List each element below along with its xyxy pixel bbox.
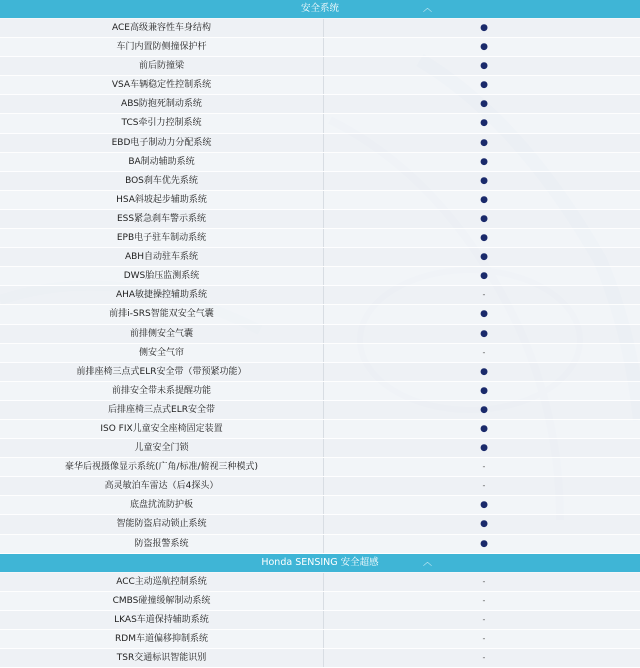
table-row: [0, 477, 640, 496]
chevron-up-icon[interactable]: ︿: [423, 557, 433, 568]
not-available-dash: -: [482, 595, 486, 605]
feature-value-cell: [324, 325, 640, 343]
feature-name: RDM车道偏移抑制系统: [0, 630, 324, 648]
table-row: [0, 535, 640, 554]
feature-value-cell: [324, 248, 640, 266]
feature-value-cell: [324, 286, 640, 304]
chevron-up-icon[interactable]: ︿: [423, 4, 433, 14]
not-available-dash: -: [482, 653, 486, 662]
standard-dot-icon: ●: [480, 404, 488, 415]
feature-value-cell: [324, 191, 640, 209]
table-row: [0, 191, 640, 210]
feature-name: AHA敏捷操控辅助系统: [0, 286, 324, 304]
feature-name: BA制动辅助系统: [0, 153, 324, 171]
table-row: [0, 267, 640, 286]
standard-dot-icon: ●: [480, 61, 488, 72]
table-row: [0, 172, 640, 191]
feature-name: ESS紧急刹车警示系统: [0, 210, 324, 228]
table-row: [0, 286, 640, 305]
standard-dot-icon: ●: [480, 99, 488, 110]
feature-name: ACC主动巡航控制系统: [0, 573, 324, 591]
feature-value-cell: [324, 401, 640, 419]
table-row: [0, 210, 640, 229]
feature-name: BOS刹车优先系统: [0, 172, 324, 190]
not-available-dash: -: [482, 462, 486, 472]
standard-dot-icon: ●: [480, 538, 488, 549]
feature-name: VSA车辆稳定性控制系统: [0, 76, 324, 94]
feature-name: 前排i-SRS智能双安全气囊: [0, 305, 324, 323]
feature-value-cell: [324, 153, 640, 171]
feature-name: TSR交通标识智能识别: [0, 649, 324, 667]
table-row: [0, 630, 640, 649]
standard-dot-icon: ●: [480, 175, 488, 186]
table-row: [0, 95, 640, 114]
feature-name: 侧安全气帘: [0, 344, 324, 362]
standard-dot-icon: ●: [480, 23, 488, 33]
table-row: [0, 573, 640, 592]
section-title: Honda SENSING 安全超感: [261, 556, 379, 568]
feature-name: 高灵敏泊车雷达（后4探头）: [0, 477, 324, 495]
feature-value-cell: [324, 305, 640, 323]
feature-name: TCS牵引力控制系统: [0, 114, 324, 132]
table-row: [0, 229, 640, 248]
table-row: [0, 114, 640, 133]
feature-value-cell: [324, 477, 640, 495]
feature-value-cell: [324, 420, 640, 438]
feature-value-cell: [324, 496, 640, 514]
table-row: [0, 344, 640, 363]
table-row: [0, 649, 640, 668]
section-rows-safety: [0, 19, 640, 554]
standard-dot-icon: ●: [480, 443, 488, 454]
table-row: [0, 325, 640, 344]
feature-value-cell: [324, 19, 640, 37]
feature-name: 前排安全带未系提醒功能: [0, 382, 324, 400]
feature-name: ACE高级兼容性车身结构: [0, 19, 324, 37]
feature-name: 智能防盗启动锁止系统: [0, 515, 324, 533]
feature-value-cell: [324, 515, 640, 533]
table-row: [0, 248, 640, 267]
table-row: [0, 153, 640, 172]
feature-value-cell: [324, 611, 640, 629]
feature-name: ABH自动驻车系统: [0, 248, 324, 266]
table-row: [0, 134, 640, 153]
feature-name: 前后防撞梁: [0, 57, 324, 75]
standard-dot-icon: ●: [480, 213, 488, 224]
table-row: [0, 592, 640, 611]
feature-name: 车门内置防侧撞保护杆: [0, 38, 324, 56]
feature-value-cell: [324, 267, 640, 285]
not-available-dash: -: [482, 633, 486, 643]
table-row: [0, 515, 640, 534]
feature-name: EPB电子驻车制动系统: [0, 229, 324, 247]
feature-name: ISO FIX儿童安全座椅固定装置: [0, 420, 324, 438]
feature-name: 豪华后视摄像显示系统(广角/标准/俯视三种模式): [0, 458, 324, 476]
table-row: [0, 401, 640, 420]
standard-dot-icon: ●: [480, 118, 488, 129]
standard-dot-icon: ●: [480, 194, 488, 205]
feature-value-cell: [324, 95, 640, 113]
feature-value-cell: [324, 535, 640, 553]
table-row: [0, 76, 640, 95]
feature-value-cell: [324, 172, 640, 190]
not-available-dash: -: [482, 614, 486, 624]
table-row: [0, 363, 640, 382]
standard-dot-icon: ●: [480, 385, 488, 396]
section-title: 安全系统: [300, 3, 339, 14]
standard-dot-icon: ●: [480, 80, 488, 91]
standard-dot-icon: ●: [480, 500, 488, 511]
standard-dot-icon: ●: [480, 42, 488, 53]
feature-value-cell: [324, 573, 640, 591]
table-row: [0, 382, 640, 401]
not-available-dash: -: [482, 481, 486, 491]
standard-dot-icon: ●: [480, 309, 488, 320]
standard-dot-icon: ●: [480, 366, 488, 377]
feature-name: 儿童安全门锁: [0, 439, 324, 457]
feature-value-cell: [324, 382, 640, 400]
feature-name: 前排座椅三点式ELR安全带（带预紧功能）: [0, 363, 324, 381]
section-header-safety[interactable]: [0, 0, 640, 18]
table-row: [0, 496, 640, 515]
feature-name: 后排座椅三点式ELR安全带: [0, 401, 324, 419]
table-row: [0, 19, 640, 38]
feature-name: 前排侧安全气囊: [0, 325, 324, 343]
not-available-dash: -: [482, 347, 486, 357]
feature-name: 底盘扰流防护板: [0, 496, 324, 514]
standard-dot-icon: ●: [480, 137, 488, 148]
section-rows-honda-sensing: [0, 573, 640, 668]
feature-value-cell: [324, 344, 640, 362]
feature-value-cell: [324, 114, 640, 132]
feature-value-cell: [324, 229, 640, 247]
feature-value-cell: [324, 38, 640, 56]
not-available-dash: -: [482, 576, 486, 586]
feature-name: 防盗报警系统: [0, 535, 324, 553]
table-row: [0, 439, 640, 458]
standard-dot-icon: ●: [480, 328, 488, 339]
feature-name: CMBS碰撞缓解制动系统: [0, 592, 324, 610]
standard-dot-icon: ●: [480, 423, 488, 434]
standard-dot-icon: ●: [480, 519, 488, 530]
feature-name: LKAS车道保持辅助系统: [0, 611, 324, 629]
feature-value-cell: [324, 439, 640, 457]
table-row: [0, 611, 640, 630]
feature-value-cell: [324, 592, 640, 610]
feature-name: HSA斜坡起步辅助系统: [0, 191, 324, 209]
feature-value-cell: [324, 630, 640, 648]
table-row: [0, 57, 640, 76]
feature-name: DWS胎压监测系统: [0, 267, 324, 285]
feature-value-cell: [324, 363, 640, 381]
table-row: [0, 458, 640, 477]
standard-dot-icon: ●: [480, 252, 488, 263]
table-row: [0, 38, 640, 57]
standard-dot-icon: ●: [480, 156, 488, 167]
section-header-honda-sensing[interactable]: [0, 554, 640, 572]
feature-value-cell: [324, 57, 640, 75]
standard-dot-icon: ●: [480, 233, 488, 244]
feature-value-cell: [324, 458, 640, 476]
not-available-dash: -: [482, 290, 486, 300]
feature-value-cell: [324, 210, 640, 228]
table-row: [0, 305, 640, 324]
feature-name: ABS防抱死制动系统: [0, 95, 324, 113]
feature-value-cell: [324, 76, 640, 94]
standard-dot-icon: ●: [480, 271, 488, 282]
table-row: [0, 420, 640, 439]
feature-value-cell: [324, 134, 640, 152]
feature-name: EBD电子制动力分配系统: [0, 134, 324, 152]
feature-value-cell: [324, 649, 640, 667]
